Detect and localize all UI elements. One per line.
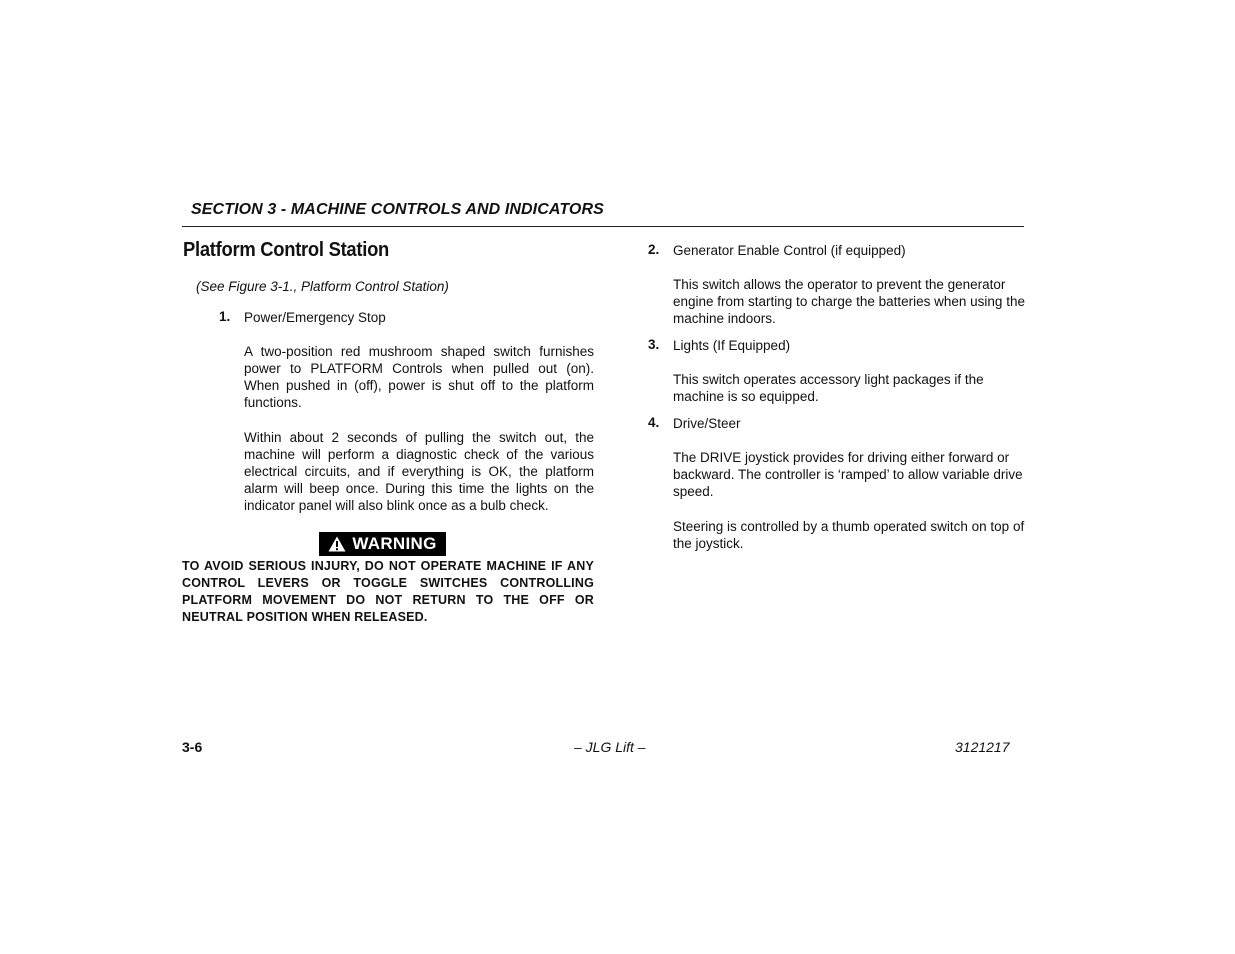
item-number: 3. <box>648 337 660 352</box>
section-header: SECTION 3 - MACHINE CONTROLS AND INDICATORS <box>191 201 604 218</box>
item-paragraph: A two-position red mushroom shaped switch furnishes power to PLATFORM Controls when pulled out (on). When pushed in (off), power is shut off to the platform functions. <box>244 344 594 410</box>
item-number: 1. <box>219 309 231 324</box>
page-title: Platform Control Station <box>183 239 389 261</box>
header-divider <box>182 226 1024 227</box>
figure-reference: (See Figure 3-1., Platform Control Station) <box>196 279 449 294</box>
item-paragraph: Steering is controlled by a thumb operated switch on top of the joystick. <box>673 519 1025 551</box>
item-label: Drive/Steer <box>673 416 741 431</box>
item-label: Lights (If Equipped) <box>673 338 791 353</box>
item-number: 4. <box>648 415 660 430</box>
item-paragraph: The DRIVE joystick provides for driving either forward or backward. The controller is ‘ramped’ to allow variable drive speed. <box>673 450 1023 499</box>
document-number: 3121217 <box>955 739 1010 755</box>
warning-text: TO AVOID SERIOUS INJURY, DO NOT OPERATE MACHINE IF ANY CONTROL LEVERS OR TOGGLE SWITCHES CONTROLLING PLATFORM MOVEMENT DO NOT RETURN TO THE OFF OR NEUTRAL POSITION WHEN RELEASED. <box>182 559 594 624</box>
item-paragraph: This switch operates accessory light packages if the machine is so equipped. <box>673 372 984 404</box>
item-paragraph: This switch allows the operator to prevent the generator engine from starting to charge the batteries when using the machine indoors. <box>673 277 1025 326</box>
item-number: 2. <box>648 242 660 257</box>
warning-badge <box>319 532 446 556</box>
item-paragraph: Within about 2 seconds of pulling the switch out, the machine will perform a diagnostic check of the various electrical circuits, and if everything is OK, the platform alarm will beep once. During this time the lights on the indicator panel will also blink once as a bulb check. <box>244 430 594 513</box>
page-number: 3-6 <box>182 739 203 755</box>
warning-label: WARNING <box>352 534 437 553</box>
item-label: Generator Enable Control (if equipped) <box>673 243 906 258</box>
warning-triangle-icon <box>328 536 346 552</box>
publisher-name: – JLG Lift – <box>574 739 646 755</box>
item-label: Power/Emergency Stop <box>244 310 386 325</box>
